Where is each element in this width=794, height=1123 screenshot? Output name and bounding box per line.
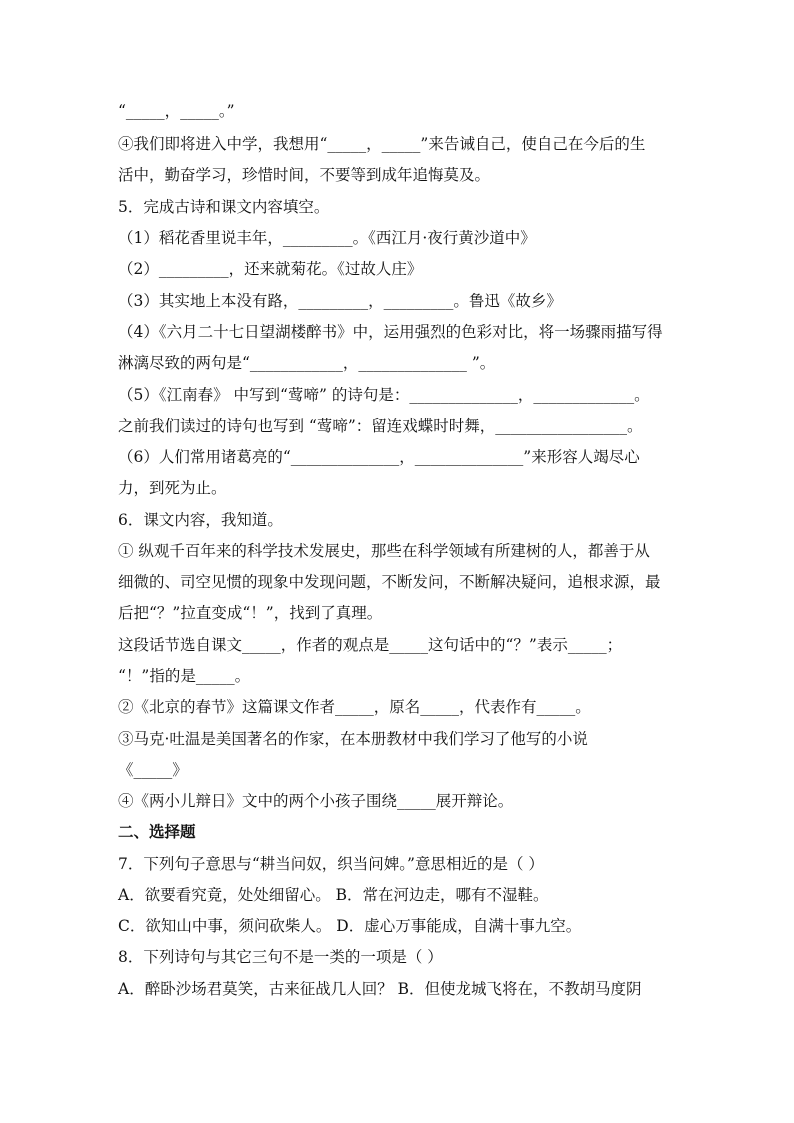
text-line: （5）《江南春》 中写到“莺啼” 的诗句是：______________，_____________。 xyxy=(118,386,650,404)
question-8-title: 8．下列诗句与其它三句不是一类的一项是（ ） xyxy=(118,948,443,966)
question-7-options-ab: A．欲要看究竟，处处细留心。 B．常在河边走，哪有不湿鞋。 xyxy=(118,886,549,904)
text-line: （3）其实地上本没有路，_________，_________。鲁迅《故乡》 xyxy=(118,292,562,310)
text-line: 活中，勤奋学习，珍惜时间，不要等到成年追悔莫及。 xyxy=(118,166,491,184)
text-line: ③马克·吐温是美国著名的作家，在本册教材中我们学习了他写的小说 xyxy=(118,730,588,748)
text-line: 淋漓尽致的两句是“____________，______________ ”。 xyxy=(118,354,496,372)
text-line: 《_____》 xyxy=(118,761,188,779)
text-line: 之前我们读过的诗句也写到 “莺啼”：留连戏蝶时时舞，_________________。 xyxy=(118,417,643,435)
question-8-options-ab: A．醉卧沙场君莫笑，古来征战几人回？ B．但使龙城飞将在，不教胡马度阴 xyxy=(118,980,642,998)
question-5-title: 5．完成古诗和课文内容填空。 xyxy=(118,198,330,216)
text-line: “！”指的是_____。 xyxy=(118,667,251,685)
question-7-title: 7．下列句子意思与“耕当问奴，织当问婢。”意思相近的是（ ） xyxy=(118,855,544,873)
text-line: 力，到死为止。 xyxy=(118,479,227,497)
text-line: 这段话节选自课文_____，作者的观点是_____这句话中的“？”表示_____； xyxy=(118,636,623,654)
text-line: 后把“？”拉直变成“！”，找到了真理。 xyxy=(118,604,383,622)
question-7-options-cd: C．欲知山中事，须问砍柴人。 D．虚心万事能成，自满十事九空。 xyxy=(118,917,582,935)
question-6-title: 6．课文内容，我知道。 xyxy=(118,511,283,529)
text-line: （1）稻花香里说丰年，_________。《西江月·夜行黄沙道中》 xyxy=(118,229,536,247)
text-line: （4）《六月二十七日望湖楼醉书》中，运用强烈的色彩对比，将一场骤雨描写得 xyxy=(118,323,663,341)
text-line: 细微的、司空见惯的现象中发现问题，不断发问，不断解决疑问，追根求源，最 xyxy=(118,573,661,591)
text-line: ④《两小儿辩日》文中的两个小孩子围绕_____展开辩论。 xyxy=(118,792,514,810)
text-line: ④我们即将进入中学，我想用“_____，_____”来告诫自己，使自己在今后的生 xyxy=(118,135,646,153)
text-line: ① 纵观千百年来的科学技术发展史，那些在科学领域有所建树的人，都善于从 xyxy=(118,542,650,560)
text-line: “_____，_____。” xyxy=(118,102,235,120)
section-title-choice: 二、选择题 xyxy=(118,822,196,841)
text-line: ②《北京的春节》这篇课文作者_____，原名_____，代表作有_____。 xyxy=(118,698,591,716)
text-line: （2）_________，还来就菊花。《过故人庄》 xyxy=(118,260,423,278)
text-line: （6）人们常用诸葛亮的“______________，______________”来形容人竭尽心 xyxy=(118,448,640,466)
